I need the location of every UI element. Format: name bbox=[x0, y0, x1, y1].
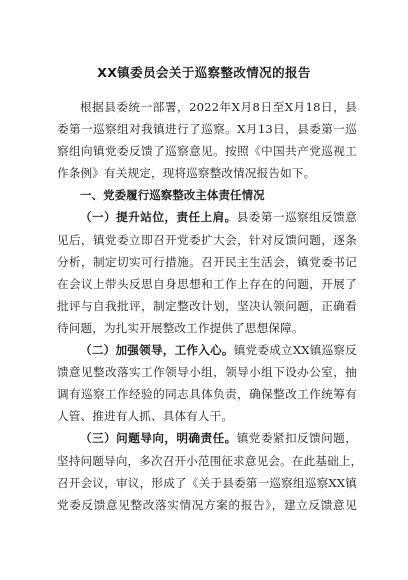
document-title: XX镇委员会关于巡察整改情况的报告 bbox=[97, 65, 311, 80]
paragraph-1-line: 批评与自我批评，制定整改计划，坚决认领问题，正确看 bbox=[57, 298, 357, 313]
paragraph-1-line: 见后，镇党委立即召开党委扩大会，针对反馈问题，逐条 bbox=[57, 232, 357, 247]
paragraph-2-line: 馈意见整改落实工作领导小组，领导小组下设办公室，抽 bbox=[57, 365, 357, 380]
paragraph-2-first-line bbox=[57, 339, 357, 361]
paragraph-2-first-rest: 镇党委成立XX镇巡察反 bbox=[233, 343, 357, 358]
intro-line: 作条例》有关规定，现将巡察整改情况报告如下。 bbox=[57, 166, 316, 181]
paragraph-2-line: 人管、推进有人抓、具体有人干。 bbox=[57, 409, 234, 424]
paragraph-3-line: 召开会议，审议，形成了《关于县委第一巡察组巡察XX镇 bbox=[57, 475, 357, 490]
section-heading: 一、党委履行巡察整改主体责任情况 bbox=[80, 188, 265, 203]
paragraph-3-line: 坚持问题导向，多次召开小范围征求意见会。在此基础上， bbox=[57, 453, 363, 468]
document-body bbox=[57, 96, 363, 516]
paragraph-3-first-rest: 镇党委紧扣反馈问题， bbox=[236, 431, 357, 446]
paragraph-2-line: 调有巡察工作经验的同志具体负责，确保整改工作统筹有 bbox=[57, 387, 357, 402]
paragraph-1-first-rest: 县委第一巡察组反馈意 bbox=[236, 210, 357, 225]
paragraph-2-lead: （二）加强领导，工作入心。 bbox=[80, 343, 234, 358]
intro-line: 根据县委统一部署，2022年X月8日至X月18日，县 bbox=[80, 100, 357, 114]
paragraph-1-first-line bbox=[57, 206, 357, 228]
paragraph-3-first-line bbox=[57, 427, 357, 449]
paragraph-1-line: 分析，制定切实可行措施。召开民主生活会，镇党委书记 bbox=[57, 254, 357, 269]
paragraph-3-line: 党委反馈意见整改落实情况方案的报告》，建立反馈意见 bbox=[57, 497, 357, 512]
intro-line: 察组向镇党委反馈了巡察意见。按照《中国共产党巡视工 bbox=[57, 144, 357, 159]
paragraph-1-line: 待问题，为扎实开展整改工作提供了思想保障。 bbox=[57, 320, 304, 335]
intro-line: 委第一巡察组对我镇进行了巡察。X月13日，县委第一巡 bbox=[57, 122, 357, 137]
paragraph-3-lead: （三）问题导向，明确责任。 bbox=[80, 431, 237, 446]
paragraph-1-lead: （一）提升站位，责任上肩。 bbox=[80, 210, 237, 225]
paragraph-1-line: 在会议上带头反思自身思想和工作上存在的问题，开展了 bbox=[57, 276, 357, 291]
